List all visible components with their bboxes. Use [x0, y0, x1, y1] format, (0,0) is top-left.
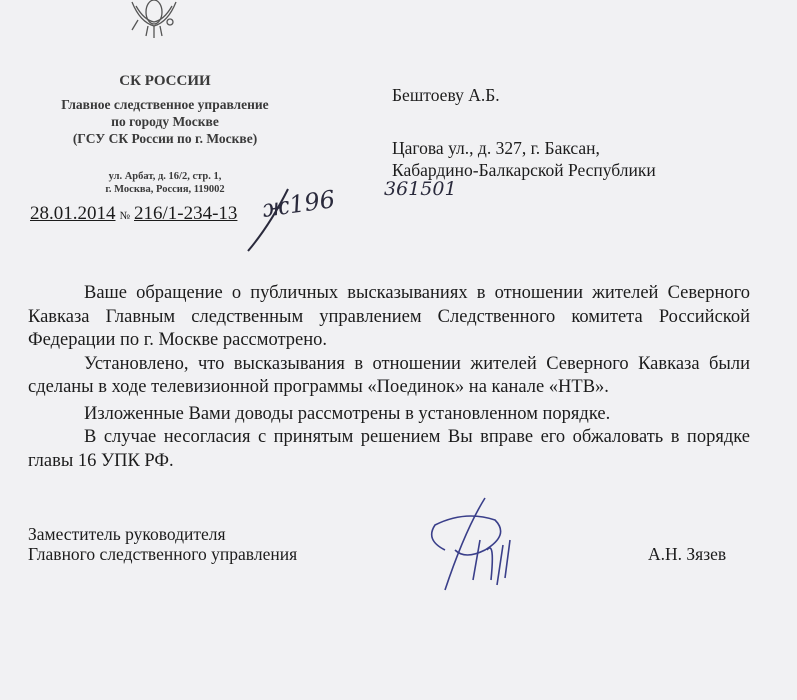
body-paragraph: Установлено, что высказывания в отношении жителей Северного Кавказа были сделаны в ходе телевизионной программы «Поединок» на канале «НТВ». [28, 353, 750, 397]
handwritten-postcode: 361501 [384, 178, 457, 200]
title-line: Заместитель руководителя [28, 524, 226, 544]
body-paragraph: Изложенные Вами доводы рассмотрены в установленном порядке. [84, 403, 611, 424]
handwritten-number-suffix: ж196 [260, 185, 337, 223]
number-sign: № [119, 210, 130, 222]
address-line: Кабардино-Балкарской Республики [392, 160, 656, 180]
coat-of-arms-emblem [118, 0, 190, 42]
handwritten-signature [425, 490, 535, 600]
department-name [20, 96, 310, 147]
signer-title [28, 524, 297, 564]
title-line: Главного следственного управления [28, 544, 298, 564]
signer-name: А.Н. Зязев [648, 544, 727, 564]
address-line: ул. Арбат, д. 16/2, стр. 1, [108, 171, 222, 182]
letter-body [28, 282, 750, 473]
body-paragraph: В случае несогласия с принятым решением Вы вправе его обжаловать в порядке главы 16 УПК РФ. [28, 427, 750, 471]
handwritten-stroke [240, 185, 300, 255]
dept-line: по городу Москве [111, 114, 219, 129]
address-line: г. Москва, Россия, 119002 [105, 184, 225, 195]
org-name: СК РОССИИ [119, 73, 211, 89]
dept-line: (ГСУ СК России по г. Москве) [72, 131, 258, 146]
body-paragraph: Ваше обращение о публичных высказываниях в отношении жителей Северного Кавказа Главным следственным управлением Следственного комитета Российской Федерации по г. Москве рассмотрено. [28, 283, 750, 350]
letter-number: 216/1-234-13 [134, 203, 238, 224]
dept-line: Главное следственное управление [61, 97, 269, 112]
letter-date: 28.01.2014 [30, 203, 116, 224]
recipient-address [392, 137, 656, 181]
recipient-name: Бештоеву А.Б. [392, 85, 500, 105]
address-line: Цагова ул., д. 327, г. Баксан, [392, 138, 600, 158]
registration-line [30, 203, 237, 225]
